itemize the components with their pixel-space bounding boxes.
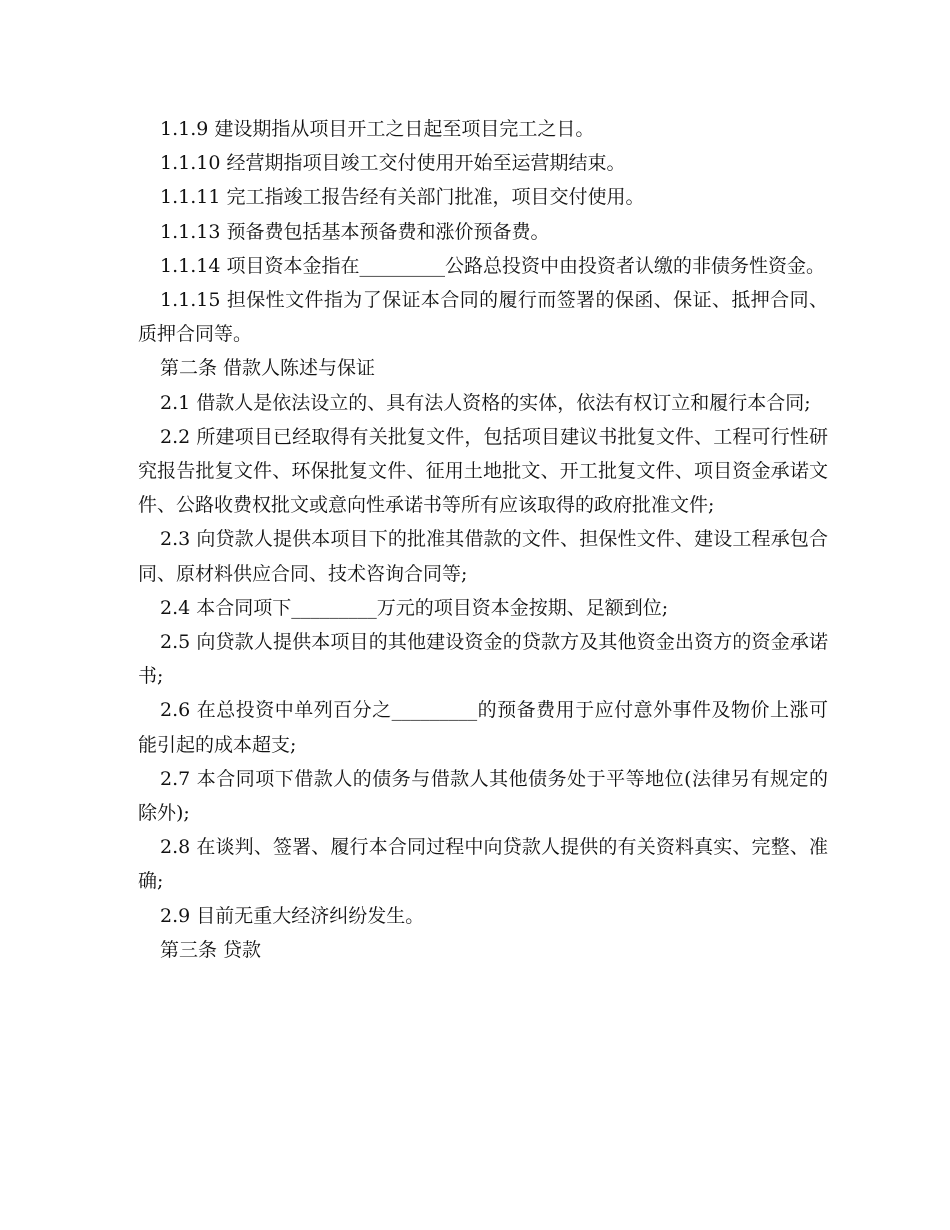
document-page — [138, 112, 828, 967]
clause-2-7: 2.7 本合同项下借款人的债务与借款人其他债务处于平等地位(法律另有规定的除外); — [138, 767, 828, 825]
clause-2-6: 2.6 在总投资中单列百分之_________的预备费用于应付意外事件及物价上涨可能引起的成本超支; — [138, 699, 828, 756]
clause-2-3: 2.3 向贷款人提供本项目下的批准其借款的文件、担保性文件、建设工程承包合同、原材料供应合同、技术咨询合同等; — [138, 528, 828, 585]
clause-2-1: 2.1 借款人是依法设立的、具有法人资格的实体，依法有权订立和履行本合同; — [160, 391, 811, 414]
clause-2-4: 2.4 本合同项下_________万元的项目资本金按期、足额到位; — [160, 596, 669, 619]
article-3-heading: 第三条 贷款 — [160, 938, 262, 961]
clause-1-1-15: 1.1.15 担保性文件指为了保证本合同的履行而签署的保函、保证、抵押合同、质押合同等。 — [138, 289, 828, 346]
clause-2-9: 2.9 目前无重大经济纠纷发生。 — [160, 904, 425, 927]
clause-2-2: 2.2 所建项目已经取得有关批复文件，包括项目建议书批复文件、工程可行性研究报告批复文件、环保批复文件、征用土地批文、开工批复文件、项目资金承诺文件、公路收费权批文或意向性承诺书等所有应该取得的政府批准文件; — [138, 425, 828, 517]
clause-1-1-9: 1.1.9 建设期指从项目开工之日起至项目完工之日。 — [160, 118, 595, 140]
clause-2-8: 2.8 在谈判、签署、履行本合同过程中向贷款人提供的有关资料真实、完整、准确; — [138, 836, 828, 893]
clause-1-1-10: 1.1.10 经营期指项目竣工交付使用开始至运营期结束。 — [160, 152, 626, 175]
clause-1-1-14: 1.1.14 项目资本金指在_________公路总投资中由投资者认缴的非债务性资金。 — [160, 254, 825, 277]
clause-1-1-13: 1.1.13 预备费包括基本预备费和涨价预备费。 — [160, 220, 550, 243]
article-2-heading: 第二条 借款人陈述与保证 — [160, 357, 376, 380]
clause-1-1-11: 1.1.11 完工指竣工报告经有关部门批准，项目交付使用。 — [160, 186, 645, 209]
clause-2-5: 2.5 向贷款人提供本项目的其他建设资金的贷款方及其他资金出资方的资金承诺书; — [138, 631, 828, 688]
